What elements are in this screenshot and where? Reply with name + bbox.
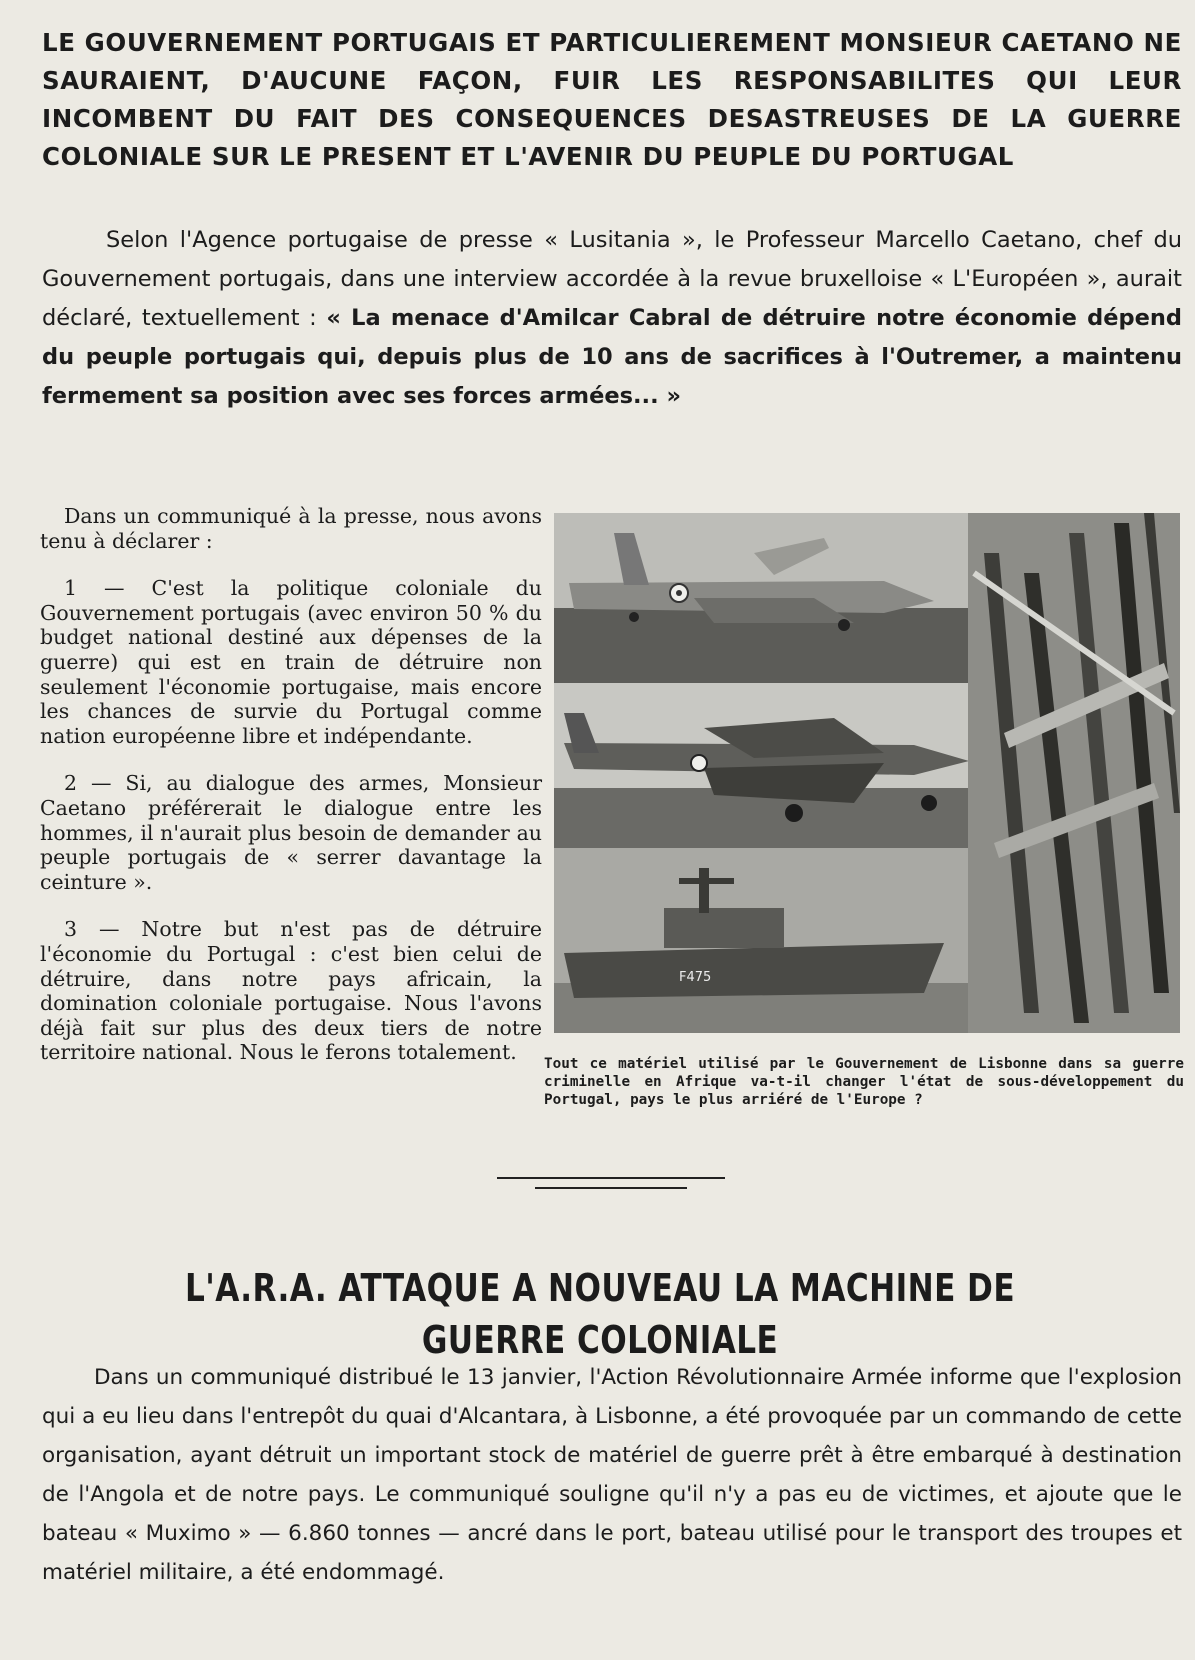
article-body-text: Dans un communiqué distribué le 13 janvier, l'Action Révolutionnaire Armée informe que l'explosion qui a eu lieu dans l'entrepôt du quai d'Alcantara, à Lisbonne, a été provoquée par un commando de cette organisation, ayant détruit un important stock de matériel de guerre prêt à être embarqué à destination de l'Angola et de notre pays. Le communiqué souligne qu'il n'y a pas eu de victimes, et ajoute que le bateau « Muximo » — 6.860 tonnes — ancré dans le port, bateau utilisé pour le transport des troupes et matériel militaire, a été endommagé. [42, 1365, 1182, 1585]
communique-intro: Dans un communiqué à la presse, nous avons tenu à déclarer : [40, 504, 542, 553]
communique-point-1: 1 — C'est la politique coloniale du Gouvernement portugais (avec environ 50 % du budget national destiné aux dépenses de la guerre) qui est en train de détruire non seulement l'économie portugaise, mais encore les chances de survie du Portugal comme nation européenne libre et indépendante. [40, 576, 542, 748]
section-divider-line [497, 1177, 725, 1179]
photo-caption: Tout ce matériel utilisé par le Gouvernement de Lisbonne dans sa guerre criminelle en Afrique va-t-il changer l'état de sous-développement du Portugal, pays le plus arriéré de l'Europe ? [544, 1056, 1184, 1108]
bomber-aircraft-photo [554, 683, 969, 848]
section-divider-line [535, 1187, 687, 1189]
military-equipment-photo [554, 513, 1180, 1033]
intro-plain-text: Selon l'Agence portugaise de presse « Lusitania », le Professeur Marcello Caetano, chef du Gouvernement portugais, dans une interview accordée à la revue bruxelloise « L'Européen », aurait déclaré, textuellement : [42, 227, 1182, 331]
rifles-photo [968, 513, 1180, 1033]
caetano-quote: « La menace d'Amilcar Cabral de détruire notre économie dépend du peuple portugais qui, depuis plus de 10 ans de sacrifices à l'Outremer, a maintenu fermement sa position avec ses forces armées... » [42, 305, 1183, 409]
article-title: L'A.R.A. ATTAQUE A NOUVEAU LA MACHINE DE GUERRE COLONIALE [184, 1266, 1016, 1362]
article-body [42, 1358, 1182, 1592]
warship-photo [554, 848, 968, 1033]
communique-column [40, 504, 542, 1088]
ship-hull-number: F475 [679, 970, 712, 985]
communique-point-2: 2 — Si, au dialogue des armes, Monsieur Caetano préférerait le dialogue entre les hommes, il n'aurait plus besoin de demander au peuple portugais de « serrer davantage la ceinture ». [40, 771, 542, 894]
jet-aircraft-photo [554, 513, 968, 683]
headline: LE GOUVERNEMENT PORTUGAIS ET PARTICULIEREMENT MONSIEUR CAETANO NE SAURAIENT, D'AUCUNE FAÇON, FUIR LES RESPONSABILITES QUI LEUR INCOMBENT DU FAIT DES CONSEQUENCES DESASTREUSES DE LA GUERRE COLONIALE SUR LE PRESENT ET L'AVENIR DU PEUPLE DU PORTUGAL [42, 28, 1182, 171]
intro-paragraph [42, 221, 1182, 416]
photo-collage [554, 513, 1180, 1033]
communique-point-3: 3 — Notre but n'est pas de détruire l'économie du Portugal : c'est bien celui de détruire, dans notre pays africain, la domination coloniale portugaise. Nous l'avons déjà fait sur plus des deux tiers de notre territoire national. Nous le ferons totalement. [40, 917, 542, 1065]
